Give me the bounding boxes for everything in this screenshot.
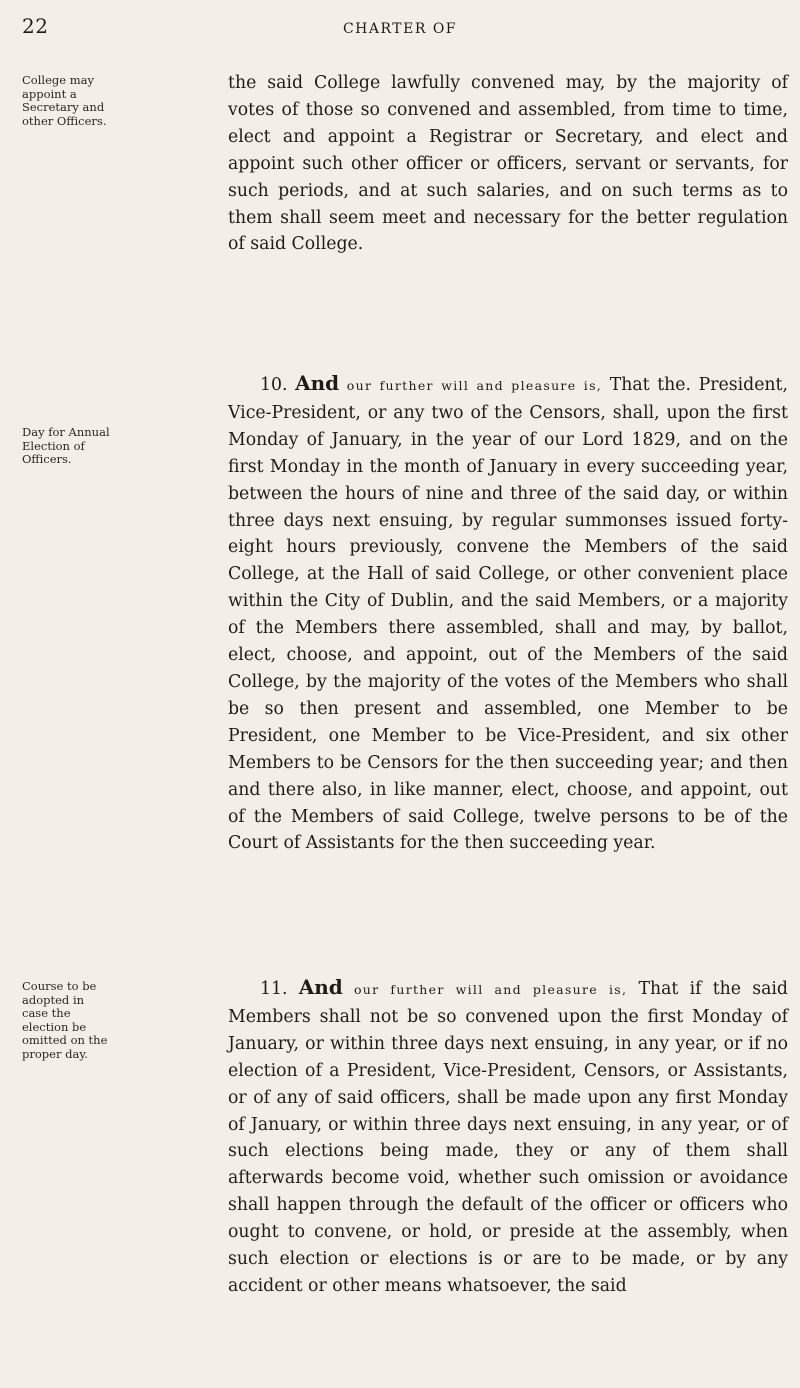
running-head: CHARTER OF (342, 21, 458, 37)
paragraph-officers: the said College lawfully convened may, by the majority of votes of those so convened and assembled, from time to time, elect and appoint a Registrar or Secretary, and elect and appoint such other officer or officers, servant or servants, for such periods, and at such salaries, and on such terms as to them shall seem meet and necessary for the better regulation of said College. (228, 73, 788, 255)
paragraph-10-body: That the. President, Vice-President, or any two of the Censors, shall, upon the first Monday of January, in the year of our Lord 1829, and on the first Monday in the month of January in every succeeding year, between the hours of nine and three of the said day, or within three days next ensuing, by regular summonses issued forty-eight hours previously, convene the Members of the said College, at the Hall of said College, or other convenient place within the City of Dublin, and the said Members, or a majority of the Members there assembled, shall and may, by ballot, elect, choose, and appoint, out of the Members of the said College, by the majority of the votes of the Members who shall be so then present and assembled, one Member to be President, one Member to be Vice-President, and six other Members to be Censors for the then succeeding year; and then and there also, in like manner, elect, choose, and appoint, out of the Members of said College, twelve persons to be of the Court of Assistants for the then succeeding year. (228, 375, 788, 854)
smallcaps-lead: our further will and pleasure is, (346, 378, 603, 393)
blackletter-and: And (295, 371, 340, 395)
blackletter-and: And (298, 975, 343, 999)
margin-note-omitted-election: Course to be adopted in case the election be omitted on the proper day. (22, 979, 108, 1061)
margin-note-annual-election: Day for Annual Election of Officers. (22, 425, 110, 466)
section-number-11: 11. (260, 979, 288, 999)
margin-note-secretary: College may appoint a Secretary and other Officers. (22, 73, 107, 128)
paragraph-11 (228, 974, 788, 1300)
page-number: 22 (22, 14, 49, 38)
paragraph-11-body: That if the said Members shall not be so convened upon the first Monday of January, or within three days next ensuing, in any year, or if no election of a President, Vice-President, Censors, or Assistants, or of any of said officers, shall be made upon any first Monday of January, or within three days next ensuing, in any year, or of such elections being made, they or any of them shall afterwards become void, whether such omission or avoidance shall happen through the default of the officer or officers who ought to convene, or hold, or preside at the assembly, when such election or elections is or are to be made, or by any accident or other means whatsoever, the said (228, 979, 788, 1296)
paragraph-10 (228, 370, 788, 857)
section-number-10: 10. (260, 375, 288, 395)
smallcaps-lead: our further will and pleasure is, (353, 982, 628, 997)
